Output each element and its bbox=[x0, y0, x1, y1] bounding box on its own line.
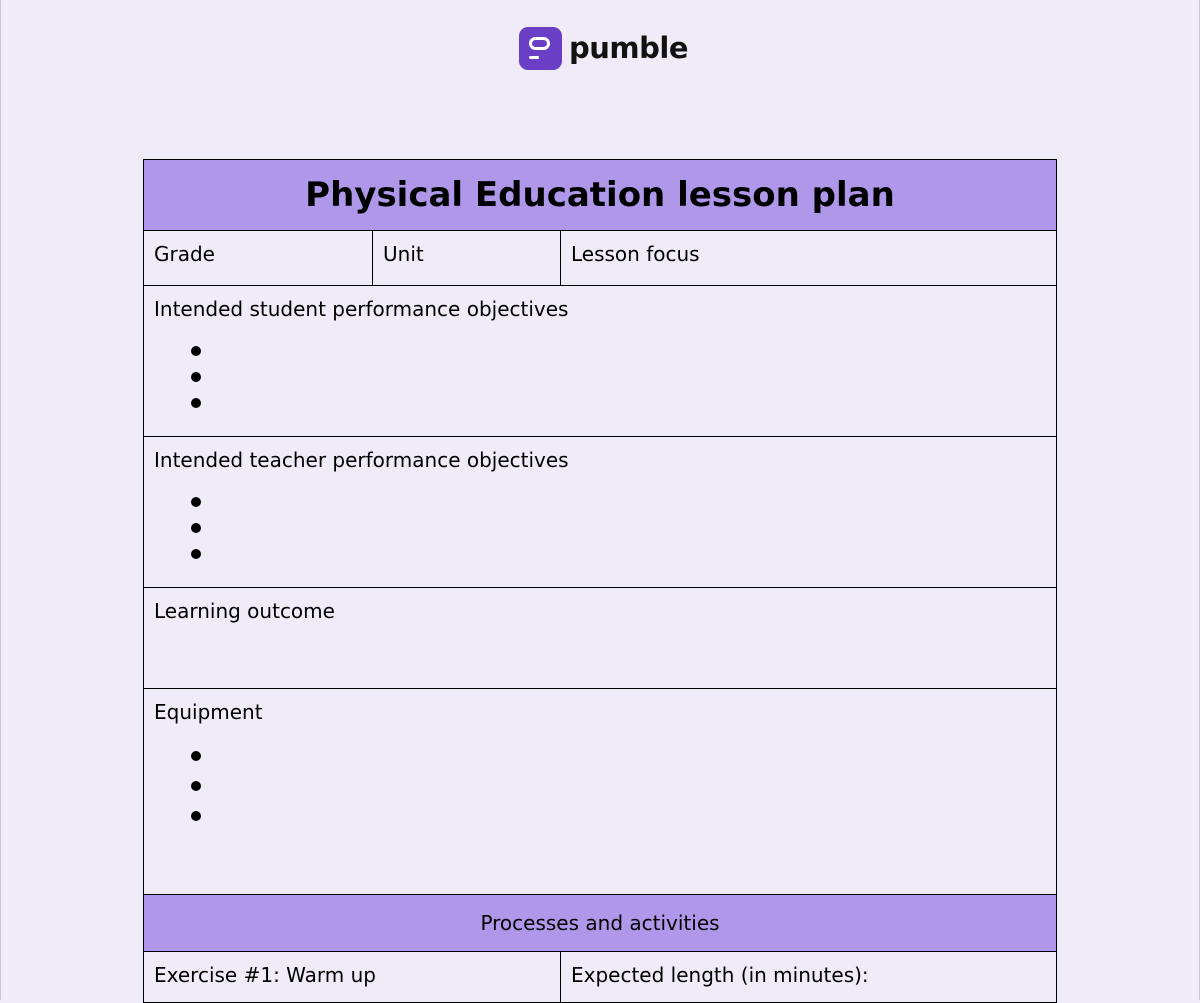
list-item[interactable] bbox=[186, 363, 1056, 389]
equipment-list bbox=[144, 741, 1056, 831]
teacher-objectives-section[interactable] bbox=[144, 437, 1057, 588]
processes-section-header: Processes and activities bbox=[144, 895, 1057, 952]
teacher-objectives-list bbox=[144, 488, 1056, 566]
lesson-focus-field[interactable] bbox=[561, 231, 1057, 286]
list-item[interactable] bbox=[186, 771, 1056, 801]
exercise-1-length-label: Expected length (in minutes): bbox=[571, 963, 869, 987]
lesson-focus-label: Lesson focus bbox=[571, 242, 700, 266]
brand-logo bbox=[519, 26, 688, 70]
list-item[interactable] bbox=[186, 488, 1056, 514]
page-edge-left bbox=[0, 0, 1, 1000]
exercise-1-name: Exercise #1: Warm up bbox=[154, 963, 376, 987]
learning-outcome-label: Learning outcome bbox=[154, 599, 335, 623]
exercise-1-name-field[interactable] bbox=[144, 952, 561, 1003]
student-objectives-label: Intended student performance objectives bbox=[154, 297, 569, 321]
lesson-plan-table bbox=[143, 159, 1057, 1003]
student-objectives-section[interactable] bbox=[144, 286, 1057, 437]
exercise-1-length-field[interactable] bbox=[561, 952, 1057, 1003]
learning-outcome-section[interactable] bbox=[144, 588, 1057, 689]
student-objectives-list bbox=[144, 337, 1056, 415]
document-title: Physical Education lesson plan bbox=[144, 160, 1057, 231]
grade-field[interactable] bbox=[144, 231, 373, 286]
unit-label: Unit bbox=[383, 242, 424, 266]
list-item[interactable] bbox=[186, 389, 1056, 415]
list-item[interactable] bbox=[186, 337, 1056, 363]
list-item[interactable] bbox=[186, 801, 1056, 831]
teacher-objectives-label: Intended teacher performance objectives bbox=[154, 448, 569, 472]
list-item[interactable] bbox=[186, 540, 1056, 566]
unit-field[interactable] bbox=[373, 231, 561, 286]
grade-label: Grade bbox=[154, 242, 215, 266]
list-item[interactable] bbox=[186, 741, 1056, 771]
brand-name: pumble bbox=[569, 30, 688, 65]
equipment-section[interactable] bbox=[144, 689, 1057, 895]
list-item[interactable] bbox=[186, 514, 1056, 540]
pumble-logo-icon bbox=[519, 27, 562, 70]
equipment-label: Equipment bbox=[154, 700, 263, 724]
